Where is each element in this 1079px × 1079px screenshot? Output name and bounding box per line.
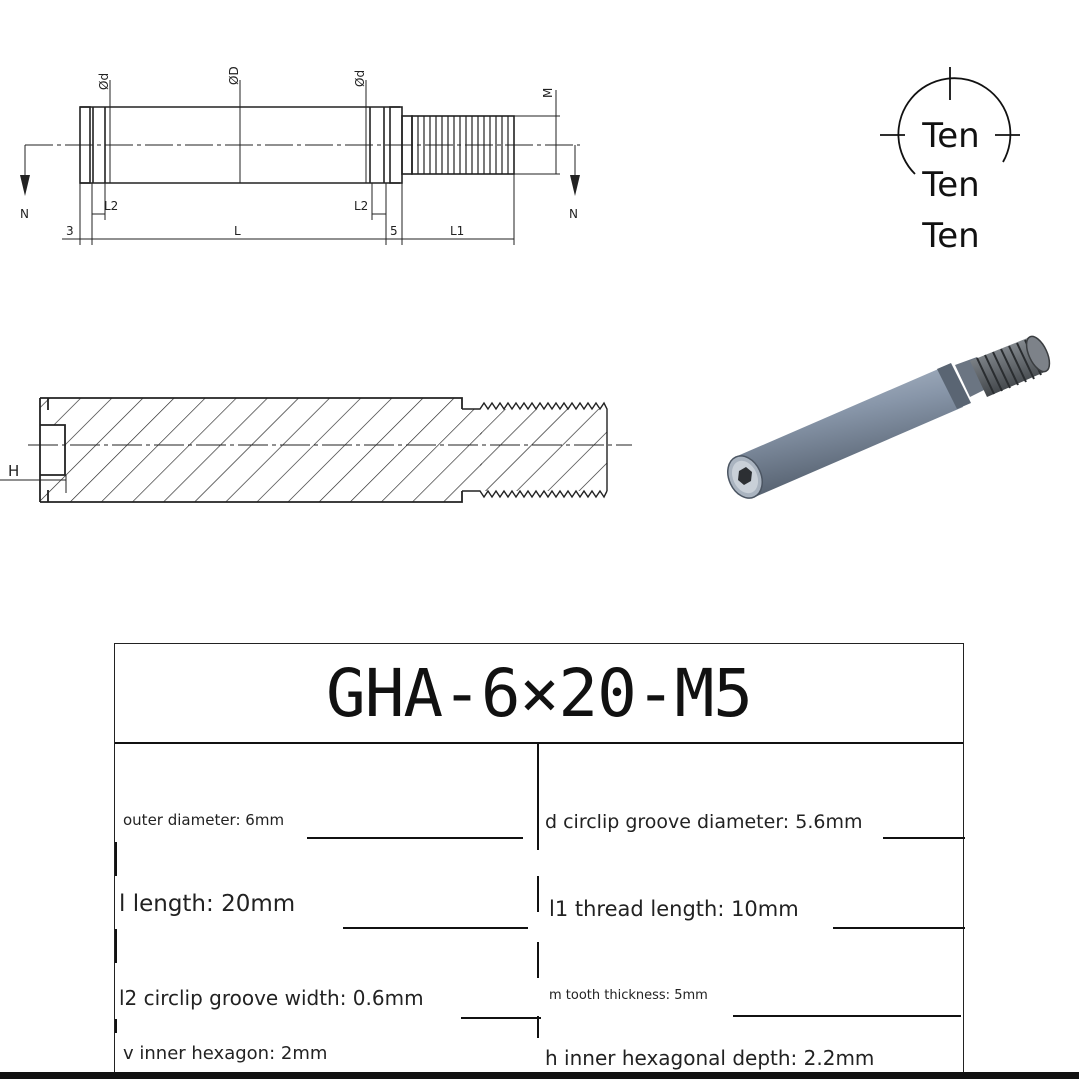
table-divider [537,1016,539,1038]
table-divider [537,942,539,978]
dim-L2-right-label: L2 [354,199,369,213]
section-left-label: N [20,207,29,221]
spec-title: GHA-6×20-M5 [115,644,963,744]
dim-d-right-label: Ød [353,69,367,87]
dim-5-label: 5 [390,224,398,238]
table-divider [115,929,117,963]
rod-3d-render [715,325,1060,515]
table-rule [883,837,965,839]
table-rule [733,1015,961,1017]
spec-inner-hexagon: v inner hexagon: 2mm [123,1043,328,1064]
dim-L2-left-label: L2 [104,199,119,213]
spec-outer-diameter: outer diameter: 6mm [123,811,285,829]
table-rule [833,927,965,929]
table-divider [537,876,539,912]
spec-groove-width: l2 circlip groove width: 0.6mm [119,986,424,1010]
spec-hex-depth: h inner hexagonal depth: 2.2mm [545,1046,875,1070]
dim-D-label: ØD [227,66,241,85]
table-rule [461,1017,541,1019]
side-view-drawing [0,50,600,270]
spec-length: l length: 20mm [119,891,296,917]
logo-line-2: Ten [922,165,980,205]
spec-tooth-thickness: m tooth thickness: 5mm [549,988,708,1003]
dim-L-label: L [234,224,241,238]
logo-line-3: Ten [922,216,980,256]
table-rule [343,927,528,929]
logo-mark [875,62,1025,262]
table-divider [537,742,539,850]
spec-thread-length: l1 thread length: 10mm [549,897,799,921]
dim-H-label: H [8,462,20,480]
section-view-drawing [0,385,650,525]
dim-M-label: M [541,87,555,98]
dim-3-label: 3 [66,224,74,238]
section-right-label: N [569,207,578,221]
table-divider [115,1019,117,1033]
table-divider [115,842,117,876]
dim-L1-label: L1 [450,224,465,238]
table-rule [307,837,523,839]
bottom-border [0,1072,1079,1079]
dim-d-left-label: Ød [97,72,111,90]
spec-table [114,643,964,1079]
spec-groove-diameter: d circlip groove diameter: 5.6mm [545,811,863,833]
logo-line-1: Ten [922,116,980,156]
